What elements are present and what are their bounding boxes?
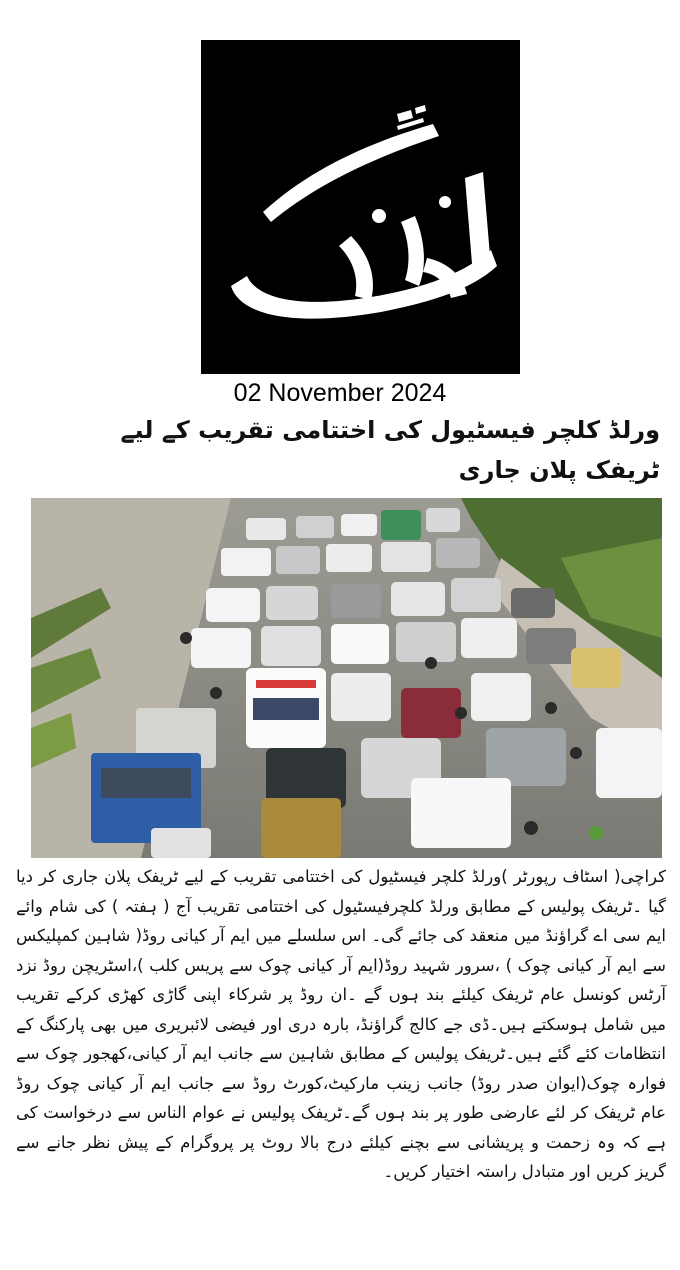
article-date: 02 November 2024 bbox=[233, 379, 447, 407]
article-body: کراچی( اسٹاف رپورٹر )ورلڈ کلچر فیسٹیول کی اختتامی تقریب کے لیے ٹریفک پلان جاری کر دیا گیا ۔ٹریفک پولیس کے مطابق ورلڈ کلچرفیسٹیول کی اختتامی تقریب آج ( ہفتہ ) کی شام وائے ایم سی اے گراؤنڈ میں منعقد کی جائے گی۔ اس سلسلے میں ایم آر کیانی روڈ( شاہین کمپلیکس سے ایم آر کیانی چوک ) ،سرور شہید روڈ(ایم آر کیانی چوک سے پریس کلب )،اسٹریچن روڈ نزد آرٹس کونسل عام ٹریفک کیلئے بند ہوں گے ۔ان روڈ پر شرکاء اپنی گاڑی کھڑی کرکے تقریب میں شامل ہوسکتے ہیں۔ڈی جے کالج گراؤنڈ، بارہ دری اور فیضی لائبریری میں بھی پارکنگ کے انتظامات کئے گئے ہیں۔ٹریفک پولیس کے مطابق شاہین سے جانب ایم آر کیانی،کھجور چوک سے فوارہ چوک(ایوان صدر روڈ) جانب زینب مارکیٹ،کورٹ روڈ سے جانب ایم آر کیانی چوک روڈ عام ٹریفک کر لئے عارضی طور پر بند ہوں گے۔ٹریفک پولیس نے عوام الناس سے درخواست کی ہے کہ وہ زحمت و پریشانی سے بچنے کیلئے درج بالا روٹ پر پروگرام کے پیش نظر جانے سے گریز کریں اور متبادل راستہ اختیار کریں۔ bbox=[16, 867, 666, 1181]
traffic-photo bbox=[31, 498, 662, 858]
jang-logo-graphic bbox=[201, 40, 520, 374]
jang-logo bbox=[201, 40, 520, 374]
traffic-photo-graphic bbox=[31, 498, 662, 858]
article-headline: ورلڈ کلچر فیسٹیول کی اختتامی تقریب کے لیے ٹریفک پلان جاری bbox=[120, 416, 660, 484]
